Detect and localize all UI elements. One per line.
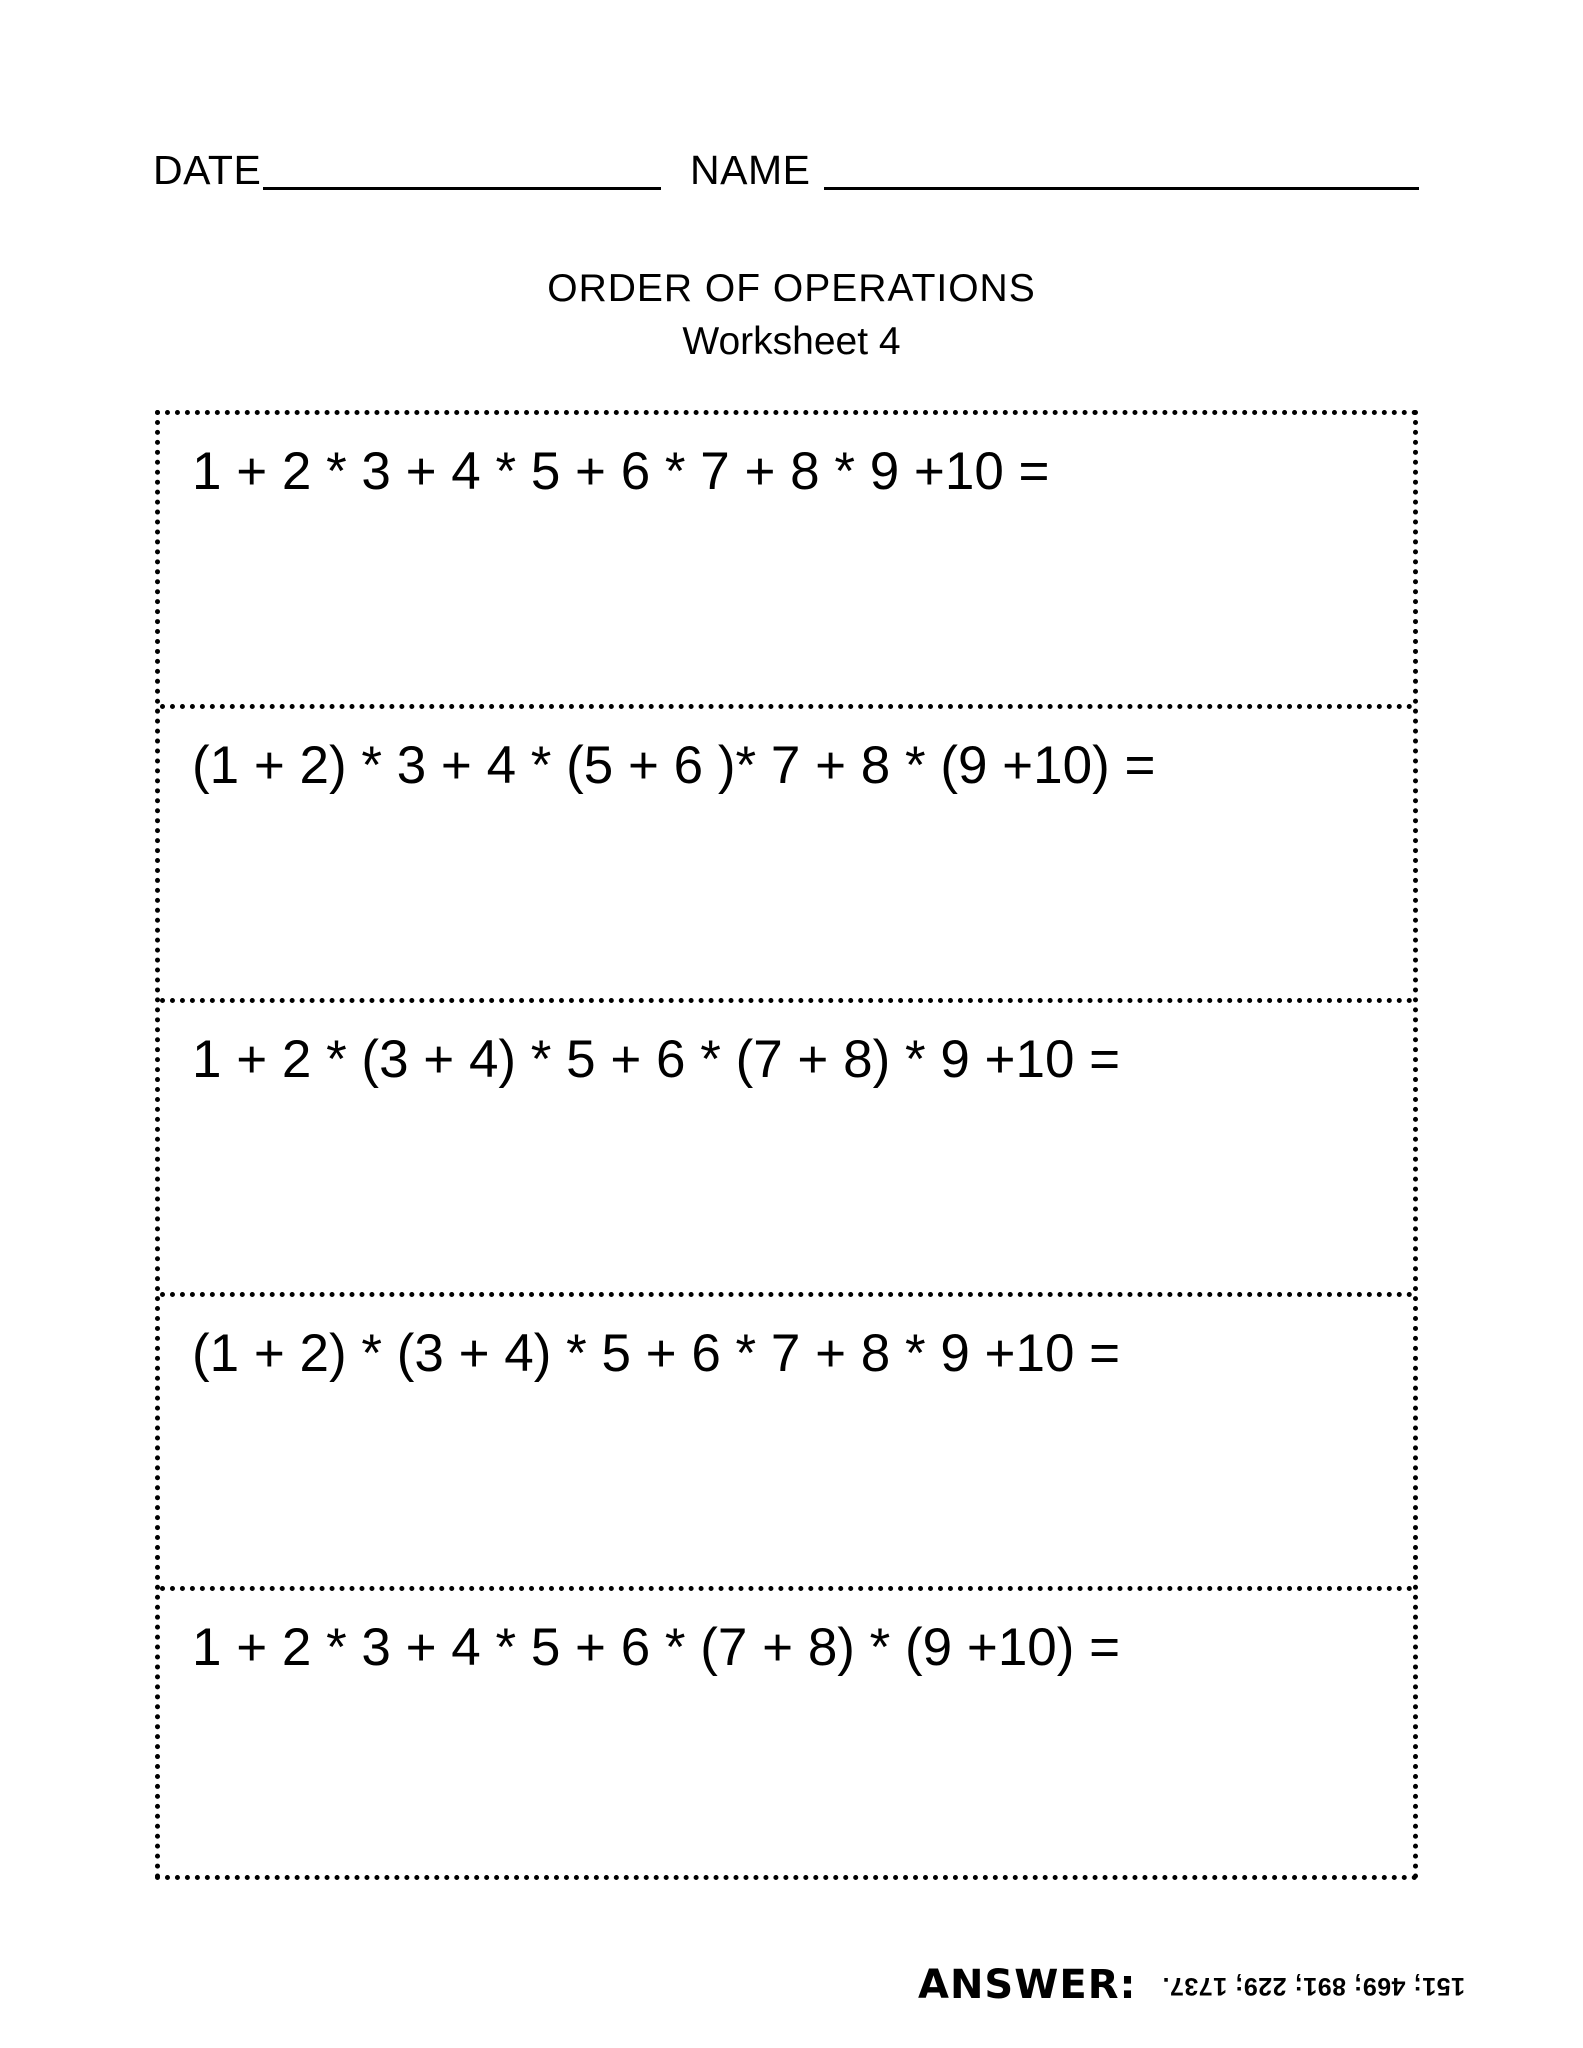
header-fields	[153, 147, 1423, 210]
name-blank-line[interactable]	[824, 186, 1419, 190]
problem-expression: 1 + 2 * (3 + 4) * 5 + 6 * (7 + 8) * 9 +10 =	[192, 1030, 1121, 1089]
date-blank-line[interactable]	[263, 186, 661, 190]
problem-box-1[interactable]	[160, 415, 1413, 709]
problem-list	[155, 410, 1418, 1880]
date-field	[153, 147, 661, 193]
problem-expression: (1 + 2) * (3 + 4) * 5 + 6 * 7 + 8 * 9 +10 =	[192, 1324, 1121, 1383]
problem-box-4[interactable]	[160, 1297, 1413, 1591]
answer-row	[918, 1955, 1465, 2015]
worksheet-title: ORDER OF OPERATIONS	[547, 267, 1036, 310]
title-block	[0, 262, 1583, 367]
name-field	[690, 147, 1419, 193]
answer-label: ANSWER:	[918, 1962, 1137, 2008]
answer-values-upside-down: 151; 469; 891; 229; 1737.	[1162, 1971, 1466, 2000]
problem-expression: (1 + 2) * 3 + 4 * (5 + 6 )* 7 + 8 * (9 +10) =	[192, 736, 1156, 795]
problem-expression: 1 + 2 * 3 + 4 * 5 + 6 * (7 + 8) * (9 +10) =	[192, 1618, 1121, 1677]
problem-expression: 1 + 2 * 3 + 4 * 5 + 6 * 7 + 8 * 9 +10 =	[192, 442, 1050, 501]
name-label: NAME	[690, 147, 811, 193]
worksheet-subtitle: Worksheet 4	[682, 319, 901, 363]
date-label: DATE	[153, 147, 262, 193]
problem-box-5[interactable]	[160, 1591, 1413, 1885]
problem-box-3[interactable]	[160, 1003, 1413, 1297]
problem-box-2[interactable]	[160, 709, 1413, 1003]
